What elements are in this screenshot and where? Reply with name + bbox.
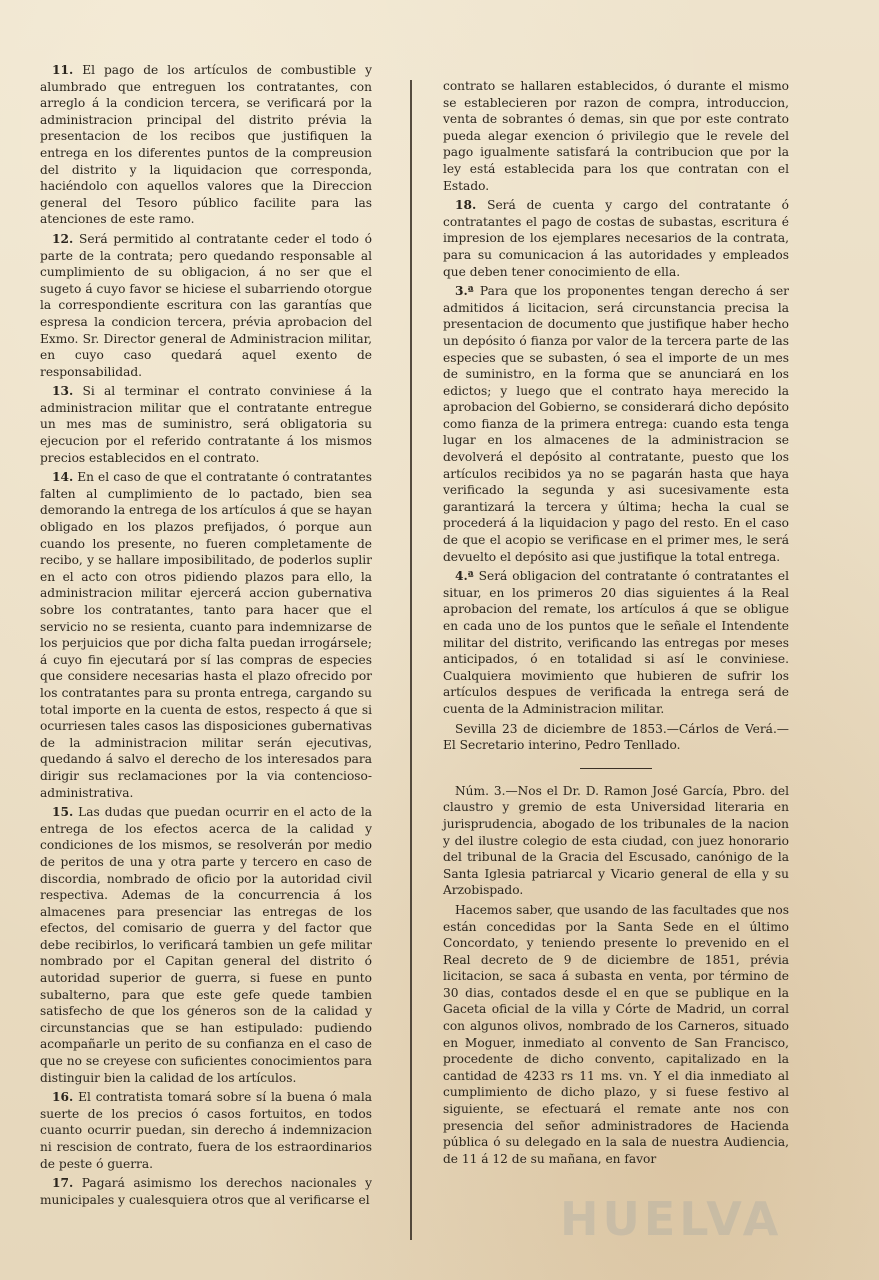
article-number: 12.: [52, 231, 74, 246]
article-17: [40, 1175, 372, 1208]
article-11: [40, 62, 372, 228]
announcement-body: Hacemos saber, que usando de las facultades que nos están concedidas por la Santa Sede en el último Concordato, y teniendo presente lo prevenido en el Real decreto de 9 de diciembre de 1851, prévia licitacion, se saca á subasta en venta, por término de 30 dias, contados desde el en que se publique en la Gaceta oficial de la villa y Córte de Madrid, un corral con algunos olivos, nombrado de los Carneros, situado en Moguer, inmediato al convento de San Francisco, procedente de dicho convento, capitalizado en la cantidad de 4233 rs 11 ms. vn. Y el dia inmediato al cumplimiento de dicho plazo, y si fuese festivo al siguiente, se efectuará el remate ante nos con presencia del señor administradores de Hacienda pública ó su delegado en la sala de nuestra Audiencia, de 11 á 12 de su mañana, en favor: [443, 902, 789, 1166]
article-text: Pagará asimismo los derechos nacionales y municipales y cualesquiera otros que al verificarse el: [40, 1176, 373, 1207]
article-text: Será obligacion del contratante ó contratantes el situar, en los primeros 20 dias siguientes á la Real aprobacion del remate, los artículos á que se obligue en cada uno de los puntos que le señale el Intendente militar del distrito, verificando las entregas por meses anticipados, ó en totalidad si así le conviniese. Cualquiera movimiento que hubieren de sufrir los artículos despues de verificada la entrega será de cuenta de la Administracion militar.: [443, 569, 790, 716]
right-column: [443, 78, 789, 1170]
article-number: 17.: [52, 1176, 74, 1191]
condition-4: [443, 568, 789, 717]
article-number: 18.: [455, 198, 477, 213]
article-15: [40, 804, 372, 1086]
article-16: [40, 1089, 372, 1172]
section-separator: [580, 768, 652, 769]
article-number: 16.: [52, 1090, 74, 1105]
article-14: [40, 469, 372, 801]
left-column: [40, 62, 372, 1211]
condition-3: [443, 283, 789, 565]
article-text: El pago de los artículos de combustible y alumbrado que entreguen los contratantes, con arreglo á la condicion tercera, se verificará por la administracion principal del distrito prévia la presentacion de los recibos que justifiquen la entrega en los diferentes puntos de la compreusion del distrito y la liquidacion que corresponda, haciéndolo con aquellos valores que la Direccion general del Tesoro público facilite para las atenciones de este ramo.: [40, 63, 372, 227]
article-12: [40, 231, 372, 380]
article-number: 14.: [52, 470, 74, 485]
article-17-continuation: contrato se hallaren establecidos, ó durante el mismo se establecieren por razon de compra, introduccion, venta de sobrantes ó demas, sin que por este contrato pueda alegar exencion ó privilegio que le revele del pago igualmente satisfará la contribucion que por la ley está establecida para los que contratan con el Estado.: [443, 79, 789, 193]
article-13: [40, 383, 372, 466]
column-divider: [410, 80, 412, 1240]
article-number: 3.ª: [455, 284, 474, 299]
article-number: 15.: [52, 805, 74, 820]
signature-line: Sevilla 23 de diciembre de 1853.—Cárlos de Verá.—El Secretario interino, Pedro Tenllado.: [443, 721, 789, 753]
article-text: El contratista tomará sobre sí la buena ó mala suerte de los precios ó casos fortuitos, en todos cuanto ocurrir puedan, sin derecho á indemnizacion ni rescision de contrato, fuera de los estraordinarios de peste ó guerra.: [40, 1090, 372, 1171]
announcement-number-3: Núm. 3.—Nos el Dr. D. Ramon José García, Pbro. del claustro y gremio de esta Universidad literaria en jurisprudencia, abogado de los tribunales de la nacion y del ilustre colegio de esta ciudad, con juez honorario del tribunal de la Gracia del Escusado, canónigo de la Santa Iglesia patriarcal y Vicario general de ella y su Arzobispado.: [443, 783, 789, 898]
article-number: 13.: [52, 384, 74, 399]
article-text: Será permitido al contratante ceder el todo ó parte de la contrata; pero quedando responsable al cumplimiento de su obligacion, á no ser que el sugeto á cuyo favor se hiciese el subarriendo otorgue la correspondiente escritura con las garantías que espresa la condicion tercera, prévia aprobacion del Exmo. Sr. Director general de Administracion militar, en cuyo caso quedará aquel exento de responsabilidad.: [40, 231, 373, 379]
article-text: En el caso de que el contratante ó contratantes falten al cumplimiento de lo pactado, bien sea demorando la entrega de los artículos á que se hayan obligado en los plazos prefijados, ó porque aun cuando los presente, no fueren completamente de recibo, y se hallare imposibilitado, de poderlos suplir en el acto con otros pidiendo plazos para ello, la administracion militar ejercerá accion gubernativa sobre los contratantes, tanto para hacer que el servicio no se resienta, cuanto para indemnizarse de los perjuicios que por dicha falta puedan irrogársele; á cuyo fin ejecutará por sí las compras de especies que considere necesarias hasta el plazo ofrecido por los contratantes para su pronta entrega, cargando su total importe en la cuenta de estos, respecto á que si ocurriesen tales casos las disposiciones gubernativas de la administracion militar serán ejecutivas, quedando á salvo el derecho de los interesados para dirigir sus reclamaciones por la via contencioso-administrativa.: [40, 470, 372, 800]
article-text: Será de cuenta y cargo del contratante ó contratantes el pago de costas de subastas, escritura é impresion de los ejemplares necesarios de la contrata, para su comunicacion á las autoridades y empleados que deben tener conocimiento de ella.: [443, 198, 790, 279]
article-text: Las dudas que puedan ocurrir en el acto de la entrega de los efectos acerca de la calidad y condiciones de los mismos, se resolverán por medio de peritos de una y otra parte y tercero en caso de discordia, nombrado de oficio por la autoridad civil respectiva. Ademas de la concurrencia á los almacenes para presenciar las entregas de los efectos, del comisario de guerra y del factor que debe recibirlos, lo verificará tambien un gefe militar nombrado por el Capitan general del distrito ó autoridad superior de guerra, si fuese en punto subalterno, para que este gefe quede tambien satisfecho de que los géneros son de la calidad y circunstancias que se han estipulado: pudiendo acompañarle un perito de su confianza en el caso de que no se creyese con suficientes conocimientos para distinguir bien la calidad de los artículos.: [40, 805, 372, 1085]
article-18: [443, 197, 789, 280]
article-number: 11.: [52, 63, 74, 77]
article-text: Para que los proponentes tengan derecho á ser admitidos á licitacion, será circunstancia precisa la presentacion de documento que justifique haber hecho un depósito ó fianza por valor de la tercera parte de las especies que se subasten, ó sea el importe de un mes de suministro, en la forma que se anunciará en los edictos; y luego que el contrato haya merecido la aprobacion del Gobierno, se considerará dicho depósito como fianza de la primera entrega: cuando esta tenga lugar en los almacenes de la administracion se devolverá el depósito al contratante, puesto que los artículos recibidos ya no se pagarán hasta que haya verificado la segunda y asi sucesivamente esta garantizará la tercera y última; hecha la cual se procederá á la liquidacion y pago del resto. En el caso de que el acopio se verificase en el primer mes, le será devuelto el depósito asi que justifique la total entrega.: [443, 284, 789, 564]
article-text: Si al terminar el contrato conviniese á la administracion militar que el contratante entregue un mes mas de suministro, será obligatoria su ejecucion por el referido contratante á los mismos precios establecidos en el contrato.: [40, 384, 372, 465]
library-watermark: HUELVA: [560, 1192, 783, 1246]
article-number: 4.ª: [455, 569, 474, 584]
